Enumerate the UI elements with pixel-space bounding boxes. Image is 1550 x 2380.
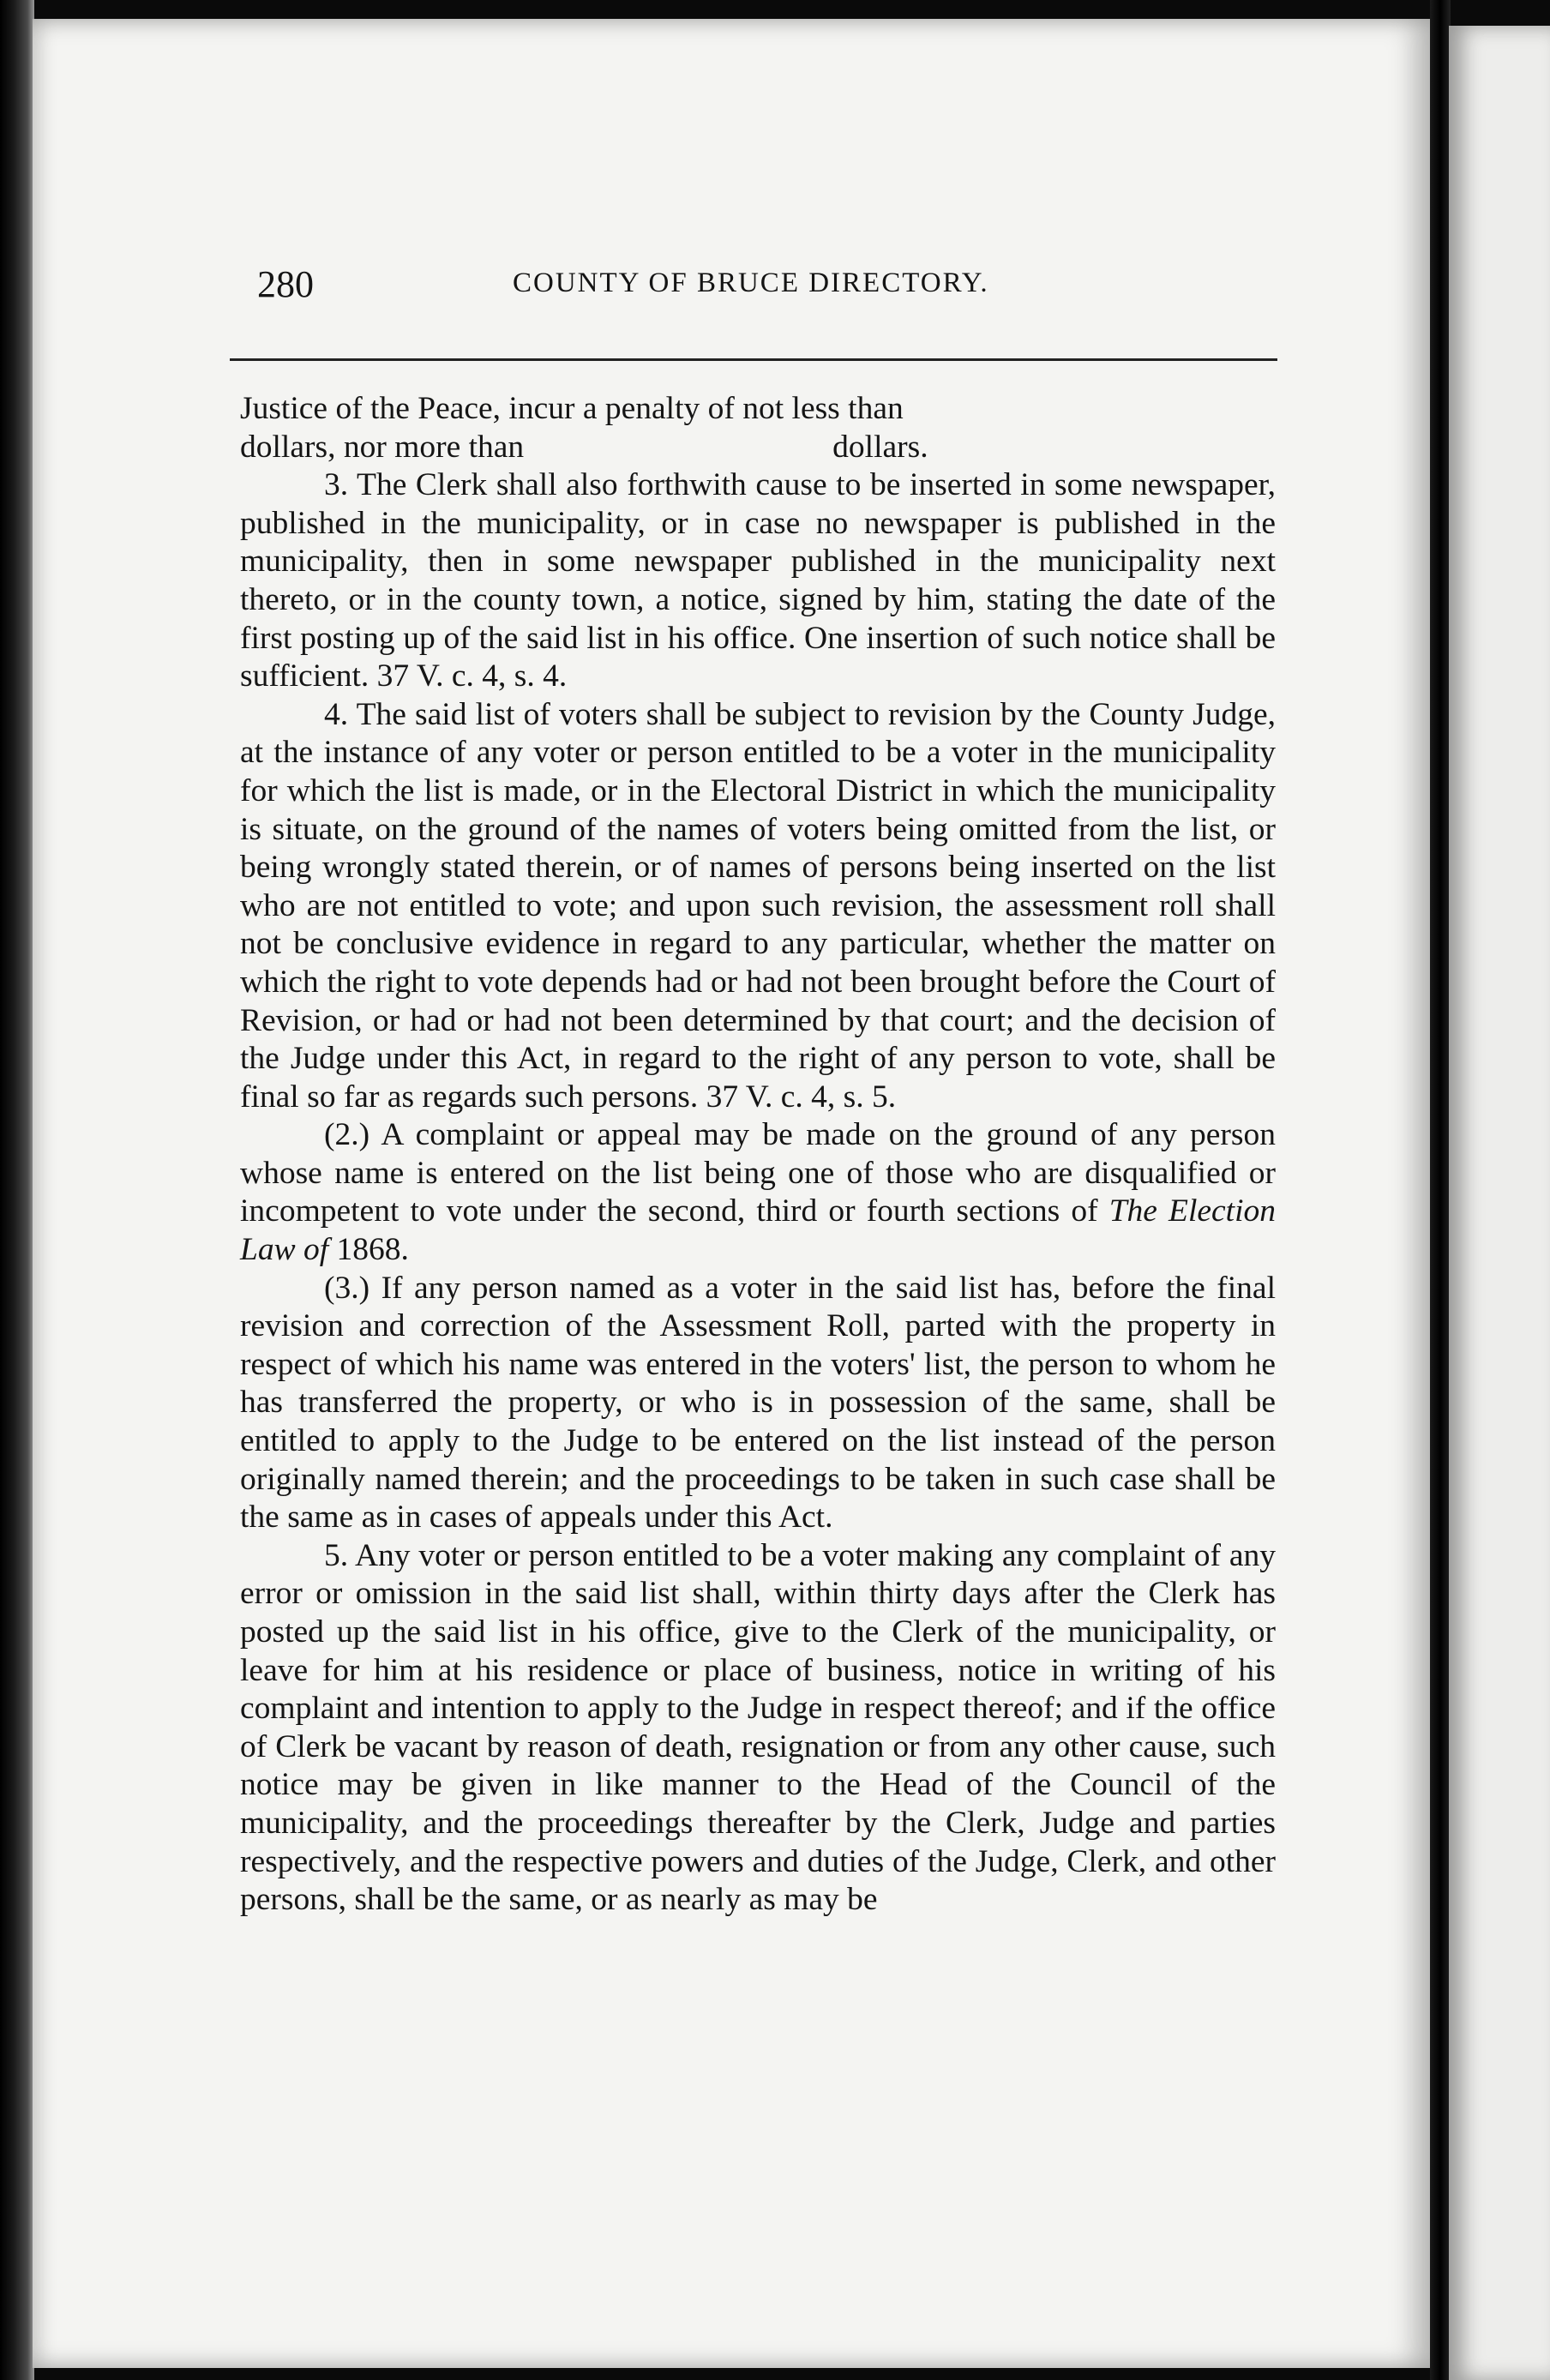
body-text [240, 390, 1276, 1920]
paragraph-section-3: 3. The Clerk shall also forthwith cause to be inserted in some newspaper, published in the municipality, or in case no newspaper is published in the municipality, then in some newspaper published in the municipality next thereto, or in the county town, a notice, signed by him, stating the date of the first posting up of the said list in his office. One insertion of such notice shall be sufficient. 37 V. c. 4, s. 4. [240, 467, 1276, 694]
paragraph-1-line-1: Justice of the Peace, incur a penalty of not less than [240, 391, 904, 426]
running-head: COUNTY OF BRUCE DIRECTORY. [513, 267, 989, 298]
election-law-title: The Election Law of [240, 1193, 1276, 1268]
paragraph-1-line-2: dollars, nor more than [240, 429, 525, 465]
paragraph-section-5: 5. Any voter or person entitled to be a voter making any complaint of any error or omission in the said list shall, within thirty days after the Clerk has posted up the said list in his office, give to the Clerk of the municipality, or leave for him at his residence or place of business, notice in writing of his complaint and intention to apply to the Judge in respect thereof; and if the office of Clerk be vacant by reason of death, resignation or from any other cause, such notice may be given in like manner to the Head of the Council of the municipality, and the proceedings thereafter by the Clerk, Judge and parties respectively, and the respective powers and duties of the Judge, Clerk, and other persons, shall be the same, or as nearly as may be [240, 1537, 1276, 1918]
paragraph-section-4: 4. The said list of voters shall be subject to revision by the County Judge, at the instance of any voter or person entitled to be a voter in the municipality for which the list is made, or in the Electoral District in which the municipality is situate, on the ground of the names of voters being omitted from the list, or being wrongly stated therein, or of names of persons being inserted on the list who are not entitled to vote; and upon such revision, the assessment roll shall not be conclusive evidence in regard to any particular, whether the matter on which the right to vote depends had or had not been brought before the Court of Revision, or had or had not been determined by that court; and the decision of the Judge under this Act, in regard to the right of any person to vote, shall be final so far as regards such persons. 37 V. c. 4, s. 5. [240, 696, 1276, 1115]
header-rule [230, 358, 1277, 361]
book-left-edge [0, 0, 34, 2380]
election-law-year: 1868. [336, 1232, 409, 1268]
paragraph-subsection-2 [240, 1116, 1276, 1269]
paragraph-continuation [240, 390, 1276, 466]
subsection-2-text: (2.) A complaint or appeal may be made on the ground of any person whose name is entered on the list being one of those who are disqualified or incompetent to vote under the second, third or fourth sections of [240, 1117, 1276, 1229]
page-number: 280 [257, 263, 314, 305]
facing-page-edge [1449, 26, 1550, 2380]
paragraph-subsection-3: (3.) If any person named as a voter in the said list has, before the final revision and correction of the Assessment Roll, parted with the property in respect of which his name was entered in the voters' list, the person to whom he has transferred the property, or who is in possession of the same, shall be entitled to apply to the Judge to be entered on the list instead of the person originally named therein; and the proceedings to be taken in such case shall be the same as in cases of appeals under this Act. [240, 1270, 1276, 1536]
book-gutter [1430, 0, 1451, 2380]
page-header [230, 257, 1284, 326]
paragraph-1-end: dollars. [832, 429, 928, 465]
